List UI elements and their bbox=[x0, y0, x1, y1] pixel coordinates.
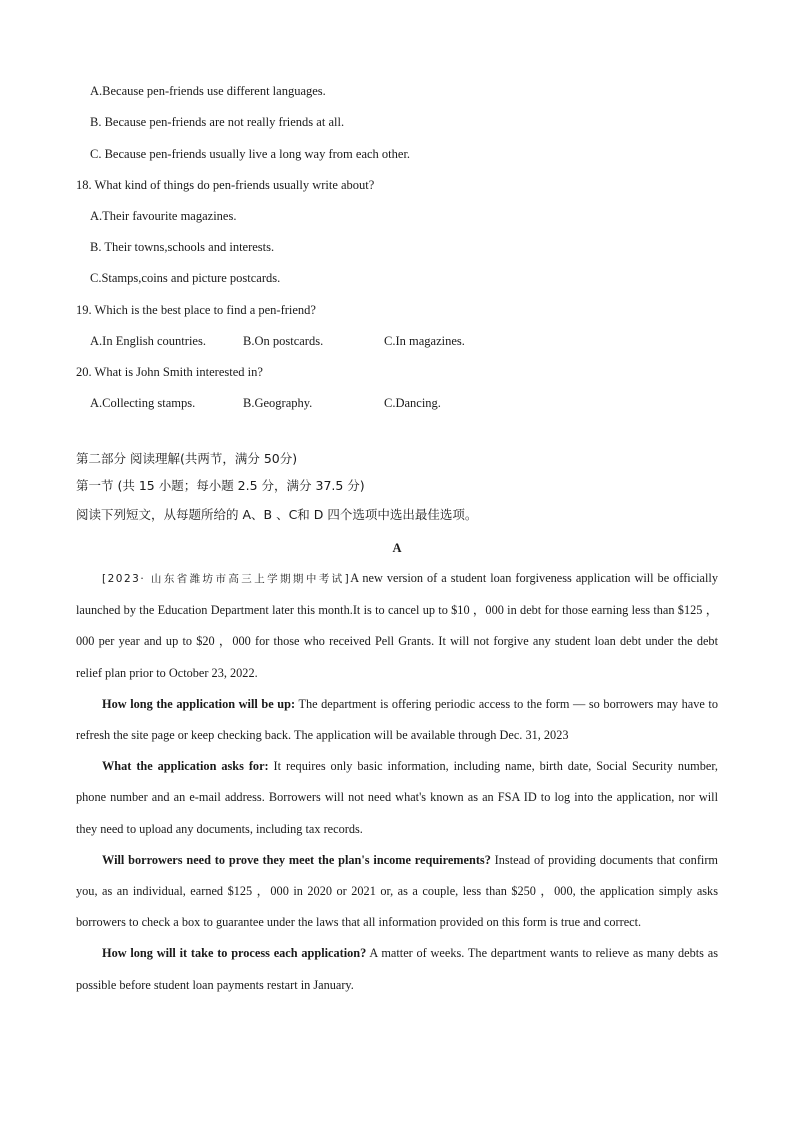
part2-heading: 第二部分 阅读理解(共两节，满分 50分) bbox=[76, 451, 298, 466]
q18-option-b: B. Their towns,schools and interests. bbox=[90, 240, 275, 254]
intro-paragraph bbox=[76, 563, 718, 689]
paragraph-processing-heading: How long will it take to process each application? bbox=[102, 946, 367, 961]
passage-title: A bbox=[392, 541, 402, 555]
q19-option-b: B.On postcards. bbox=[243, 334, 324, 348]
passage-body bbox=[76, 563, 718, 1001]
q19-stem: 19. Which is the best place to find a pen-friend? bbox=[76, 303, 316, 317]
q20-option-a: A.Collecting stamps. bbox=[90, 396, 196, 410]
paragraph-duration bbox=[76, 689, 718, 751]
q17-option-b: B. Because pen-friends are not really friends at all. bbox=[90, 115, 345, 129]
intro-text: A new version of a student loan forgiveness application will be officially launched by the Education Department later this month.It is to cancel up to $10 ，000 in debt for those earning less than $125 ，000 per year and up to $20 ，000 for those who received Pell Grants. It will not forgive any student loan debt under the debt relief plan prior to October 23, 2022. bbox=[76, 571, 719, 680]
q20-option-c: C.Dancing. bbox=[384, 396, 441, 410]
paragraph-requirements bbox=[76, 751, 718, 845]
paragraph-processing-text: A matter of weeks. The department wants to relieve as many debts as possible before student loan payments restart in January. bbox=[76, 946, 718, 992]
source-citation: [2023· 山东省潍坊市高三上学期期中考试] bbox=[102, 573, 351, 585]
q20-stem: 20. What is John Smith interested in? bbox=[76, 365, 263, 379]
q17-option-a: A.Because pen-friends use different languages. bbox=[90, 84, 326, 98]
q17-option-c: C. Because pen-friends usually live a long way from each other. bbox=[90, 147, 411, 161]
q18-option-a: A.Their favourite magazines. bbox=[90, 209, 237, 223]
paragraph-requirements-heading: What the application asks for: bbox=[102, 759, 269, 774]
instruction: 阅读下列短文，从每题所给的 A、B 、C和 D 四个选项中选出最佳选项。 bbox=[76, 507, 478, 522]
paragraph-duration-text: The department is offering periodic access to the form — so borrowers may have to refresh the site page or keep checking back. The application will be available through Dec. 31, 2023 bbox=[76, 696, 719, 743]
paragraph-duration-heading: How long the application will be up: bbox=[102, 696, 296, 711]
paragraph-income-heading: Will borrowers need to prove they meet the plan's income requirements? bbox=[102, 852, 491, 867]
paragraph-processing bbox=[76, 938, 718, 1000]
q18-option-c: C.Stamps,coins and picture postcards. bbox=[90, 271, 281, 285]
paragraph-requirements-text: It requires only basic information, including name, birth date, Social Security number, phone number and an e-mail address. Borrowers will not need what's known as an FSA ID to log into the application, nor will they need to upload any documents, including tax records. bbox=[76, 759, 718, 836]
paragraph-income bbox=[76, 845, 718, 939]
q19-option-a: A.In English countries. bbox=[90, 334, 206, 348]
paragraph-income-text: Instead of providing documents that confirm you, as an individual, earned $125 ，000 in 2020 or 2021 or, as a couple, less than $250 ，000, the application simply asks borrowers to check a box to guarantee under the laws that all information provided on this form is true and correct. bbox=[76, 852, 718, 930]
q18-stem: 18. What kind of things do pen-friends usually write about? bbox=[76, 178, 375, 192]
q19-option-c: C.In magazines. bbox=[384, 334, 465, 348]
q20-option-b: B.Geography. bbox=[243, 396, 313, 410]
section1-heading: 第一节 (共 15 小题；每小题 2.5 分，满分 37.5 分) bbox=[76, 478, 365, 493]
